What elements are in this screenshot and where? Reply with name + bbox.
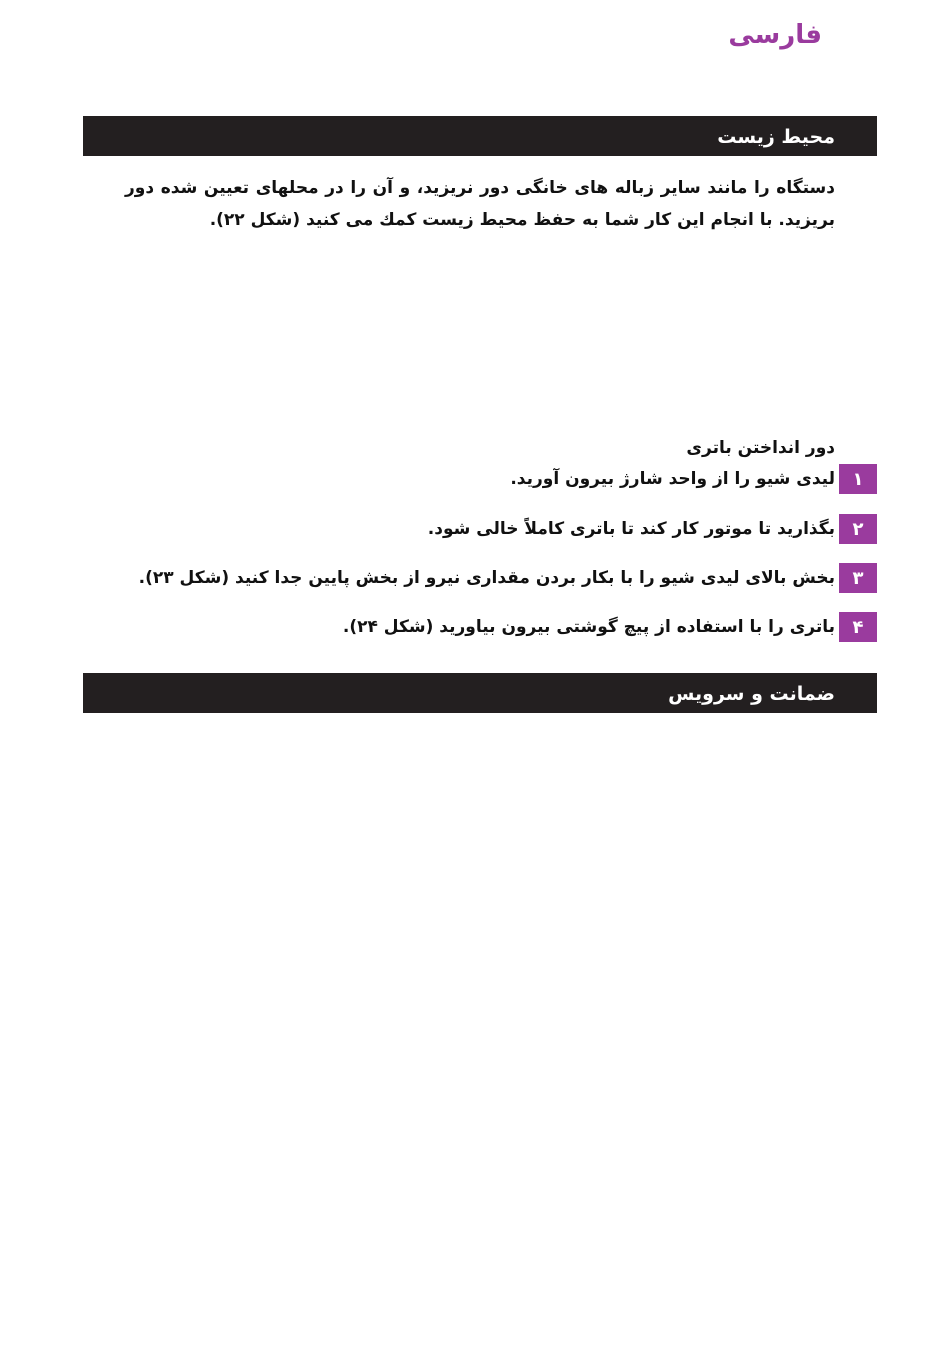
step-text: بخش بالای لیدی شیو را با بکار بردن مقداری نیرو از بخش پایین جدا کنید (شکل ۲۳). [138,568,835,588]
environment-paragraph: دستگاه را مانند سایر زباله های خانگی دور نریزید، و آن را در محلهای تعیین شده دور بریزید. با انجام این کار شما به حفظ محیط زیست کمك می کنید (شکل ۲۲). [125,178,835,230]
step-number-badge: ۴ [839,612,877,642]
step-item [139,563,877,593]
step-number-badge: ۱ [839,464,877,494]
step-text: لیدی شیو را از واحد شارژ بیرون آورید. [510,469,835,489]
section-header-environment: محیط زیست [83,116,877,156]
step-item [510,464,877,494]
section-header-warranty: ضمانت و سرویس [83,673,877,713]
step-number-badge: ۲ [839,514,877,544]
step-number-badge: ۳ [839,563,877,593]
step-text: باتری را با استفاده از پیچ گوشتی بیرون بیاورید (شکل ۲۴). [342,617,835,637]
step-item [428,514,877,544]
battery-removal-heading: دور انداختن باتری [686,438,835,458]
language-title: فارسی [728,20,822,50]
step-item [343,612,877,642]
step-text: بگذارید تا موتور کار کند تا باتری کاملاً خالی شود. [427,519,835,539]
